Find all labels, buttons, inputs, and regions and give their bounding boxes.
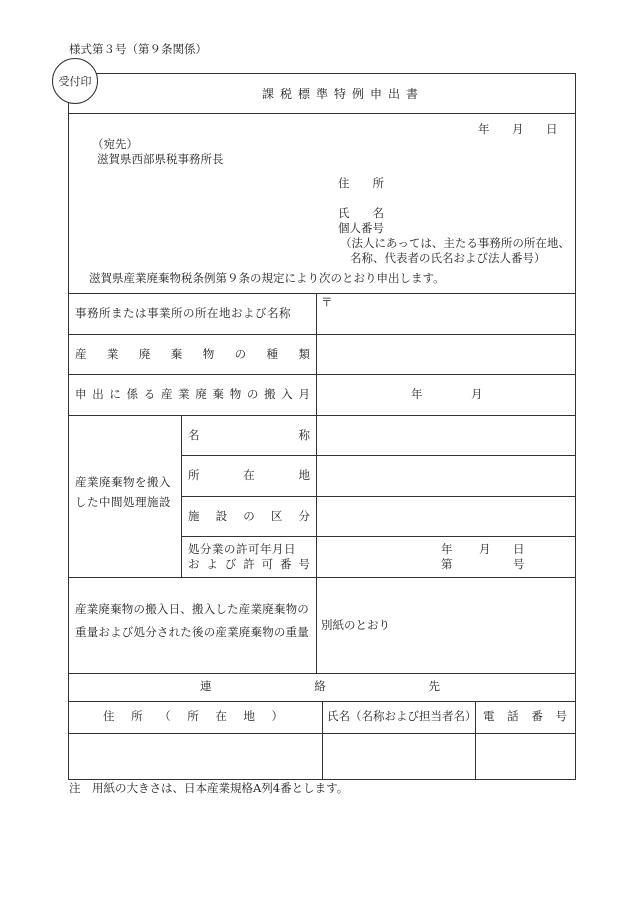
rule xyxy=(68,673,576,674)
rule xyxy=(68,334,576,335)
footnote: 注 用紙の大きさは、日本産業規格A列4番とします。 xyxy=(69,781,349,795)
weight-label-1: 産業廃棄物の搬入日、搬入した産業廃棄物の xyxy=(75,602,309,616)
form-title: 課税標準特例申出書 xyxy=(262,87,425,101)
rule xyxy=(181,455,576,456)
weight-label-2: 重量および処分された後の産業廃棄物の重量 xyxy=(75,625,309,639)
title-rule xyxy=(68,113,576,114)
waste-type-label: 産 業 廃 棄 物 の 種 類 xyxy=(75,347,310,361)
rule xyxy=(316,293,317,673)
rule xyxy=(68,374,576,375)
carry-month-year: 年 xyxy=(411,387,423,401)
stamp-label: 受付印 xyxy=(58,75,92,88)
reception-stamp xyxy=(52,58,98,104)
statement: 滋賀県産業廃棄物税条例第９条の規定により次のとおり申出します。 xyxy=(89,271,445,285)
permit-label-2: お よ び 許 可 番 号 xyxy=(188,557,310,571)
facility-class-label: 施 設 の 区 分 xyxy=(188,509,310,523)
facility-name-label: 名 称 xyxy=(188,428,310,442)
permit-no-prefix: 第 xyxy=(441,557,453,571)
rule xyxy=(322,701,323,780)
date-year: 年 xyxy=(478,122,490,136)
applicant-address-label: 住 所 xyxy=(338,176,384,190)
carry-month-label: 申 出 に 係 る 産 業 廃 棄 物 の 搬 入 月 xyxy=(75,387,310,401)
corporation-note-2: 名称、代表者の氏名および法人番号） xyxy=(350,251,546,265)
permit-date-day: 日 xyxy=(513,542,525,556)
rule xyxy=(181,536,576,537)
applicant-name-label: 氏 名 xyxy=(338,206,384,220)
facility-label-2: した中間処理施設 xyxy=(75,495,171,509)
permit-date-month: 月 xyxy=(479,542,491,556)
corporation-note-1: （法人にあっては、主たる事務所の所在地、 xyxy=(340,236,570,250)
rule xyxy=(181,496,576,497)
rule xyxy=(68,415,576,416)
office-label: 事務所または事業所の所在地および名称 xyxy=(75,306,291,320)
addressee-label: （宛先） xyxy=(92,137,138,151)
rule xyxy=(68,293,576,294)
facility-label-1: 産業廃棄物を搬入 xyxy=(75,475,171,489)
contact-address-label: 住 所 （ 所 在 地 ） xyxy=(103,709,283,723)
rule xyxy=(68,577,576,578)
personal-number-label: 個人番号 xyxy=(338,221,384,235)
postal-mark: 〒 xyxy=(321,295,333,309)
date-month: 月 xyxy=(512,122,524,136)
permit-label-1: 処分業の許可年月日 xyxy=(188,542,296,556)
permit-no-suffix: 号 xyxy=(513,557,525,571)
contact-header: 連 絡 先 xyxy=(200,679,440,693)
rule xyxy=(181,415,182,577)
addressee: 滋賀県西部県税事務所長 xyxy=(97,152,224,166)
facility-location-label: 所 在 地 xyxy=(188,468,310,482)
carry-month-month: 月 xyxy=(471,387,483,401)
contact-name-label: 氏名（名称および担当者名） xyxy=(327,709,477,723)
form-number: 様式第３号（第９条関係） xyxy=(69,42,207,56)
contact-phone-label: 電 話 番 号 xyxy=(483,709,567,723)
weight-value: 別紙のとおり xyxy=(321,618,390,632)
permit-date-year: 年 xyxy=(441,542,453,556)
date-day: 日 xyxy=(546,122,558,136)
